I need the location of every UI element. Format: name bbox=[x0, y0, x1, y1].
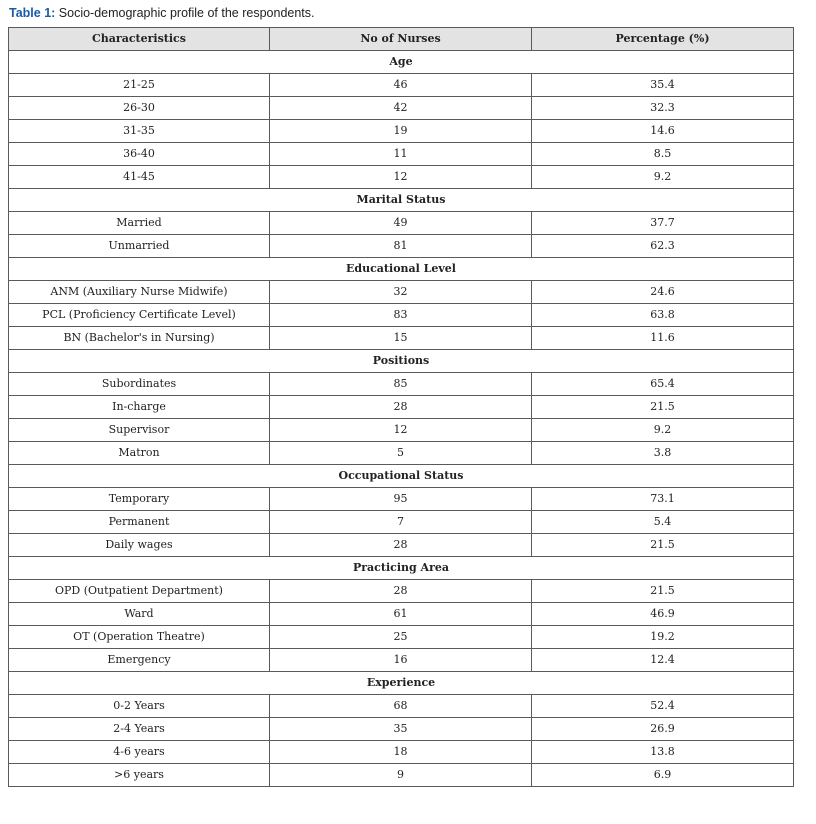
nurse-count-cell: 83 bbox=[270, 304, 532, 327]
table-row bbox=[9, 718, 794, 741]
characteristic-cell: ANM (Auxiliary Nurse Midwife) bbox=[9, 281, 270, 304]
nurse-count-cell: 19 bbox=[270, 120, 532, 143]
section-title: Marital Status bbox=[9, 189, 794, 212]
table-header bbox=[9, 28, 794, 51]
nurse-count-cell: 18 bbox=[270, 741, 532, 764]
nurse-count-cell: 16 bbox=[270, 649, 532, 672]
table-body bbox=[9, 51, 794, 787]
section-header-row bbox=[9, 672, 794, 695]
characteristic-cell: 0-2 Years bbox=[9, 695, 270, 718]
section-title: Experience bbox=[9, 672, 794, 695]
percentage-cell: 3.8 bbox=[532, 442, 794, 465]
section-title: Occupational Status bbox=[9, 465, 794, 488]
percentage-cell: 52.4 bbox=[532, 695, 794, 718]
table-caption bbox=[9, 6, 315, 20]
characteristic-cell: >6 years bbox=[9, 764, 270, 787]
table-row bbox=[9, 166, 794, 189]
table-row bbox=[9, 419, 794, 442]
percentage-cell: 21.5 bbox=[532, 534, 794, 557]
nurse-count-cell: 7 bbox=[270, 511, 532, 534]
table-row bbox=[9, 304, 794, 327]
characteristic-cell: 31-35 bbox=[9, 120, 270, 143]
table-row bbox=[9, 143, 794, 166]
table-row bbox=[9, 603, 794, 626]
nurse-count-cell: 61 bbox=[270, 603, 532, 626]
section-title: Educational Level bbox=[9, 258, 794, 281]
characteristic-cell: 41-45 bbox=[9, 166, 270, 189]
nurse-count-cell: 35 bbox=[270, 718, 532, 741]
characteristic-cell: Daily wages bbox=[9, 534, 270, 557]
table-row bbox=[9, 488, 794, 511]
table-caption-text: Socio-demographic profile of the respondents. bbox=[55, 6, 315, 20]
section-header-row bbox=[9, 51, 794, 74]
table-row bbox=[9, 212, 794, 235]
nurse-count-cell: 28 bbox=[270, 396, 532, 419]
percentage-cell: 5.4 bbox=[532, 511, 794, 534]
percentage-cell: 6.9 bbox=[532, 764, 794, 787]
characteristic-cell: In-charge bbox=[9, 396, 270, 419]
nurse-count-cell: 25 bbox=[270, 626, 532, 649]
table-row bbox=[9, 442, 794, 465]
percentage-cell: 46.9 bbox=[532, 603, 794, 626]
characteristic-cell: 21-25 bbox=[9, 74, 270, 97]
characteristic-cell: Unmarried bbox=[9, 235, 270, 258]
percentage-cell: 11.6 bbox=[532, 327, 794, 350]
percentage-cell: 21.5 bbox=[532, 580, 794, 603]
nurse-count-cell: 85 bbox=[270, 373, 532, 396]
characteristic-cell: Subordinates bbox=[9, 373, 270, 396]
nurse-count-cell: 32 bbox=[270, 281, 532, 304]
characteristic-cell: Married bbox=[9, 212, 270, 235]
table-row bbox=[9, 74, 794, 97]
section-header-row bbox=[9, 189, 794, 212]
characteristic-cell: Temporary bbox=[9, 488, 270, 511]
percentage-cell: 63.8 bbox=[532, 304, 794, 327]
percentage-cell: 65.4 bbox=[532, 373, 794, 396]
percentage-cell: 32.3 bbox=[532, 97, 794, 120]
table-row bbox=[9, 97, 794, 120]
nurse-count-cell: 28 bbox=[270, 580, 532, 603]
percentage-cell: 37.7 bbox=[532, 212, 794, 235]
header-no-of-nurses: No of Nurses bbox=[270, 28, 532, 51]
nurse-count-cell: 9 bbox=[270, 764, 532, 787]
section-header-row bbox=[9, 350, 794, 373]
percentage-cell: 35.4 bbox=[532, 74, 794, 97]
section-title: Age bbox=[9, 51, 794, 74]
characteristic-cell: Emergency bbox=[9, 649, 270, 672]
characteristic-cell: Permanent bbox=[9, 511, 270, 534]
nurse-count-cell: 68 bbox=[270, 695, 532, 718]
characteristic-cell: OPD (Outpatient Department) bbox=[9, 580, 270, 603]
percentage-cell: 21.5 bbox=[532, 396, 794, 419]
section-title: Practicing Area bbox=[9, 557, 794, 580]
percentage-cell: 8.5 bbox=[532, 143, 794, 166]
characteristic-cell: 36-40 bbox=[9, 143, 270, 166]
section-header-row bbox=[9, 465, 794, 488]
percentage-cell: 13.8 bbox=[532, 741, 794, 764]
nurse-count-cell: 15 bbox=[270, 327, 532, 350]
characteristic-cell: OT (Operation Theatre) bbox=[9, 626, 270, 649]
table-row bbox=[9, 373, 794, 396]
nurse-count-cell: 95 bbox=[270, 488, 532, 511]
nurse-count-cell: 11 bbox=[270, 143, 532, 166]
section-header-row bbox=[9, 258, 794, 281]
nurse-count-cell: 28 bbox=[270, 534, 532, 557]
characteristic-cell: 26-30 bbox=[9, 97, 270, 120]
characteristic-cell: Ward bbox=[9, 603, 270, 626]
nurse-count-cell: 12 bbox=[270, 419, 532, 442]
characteristic-cell: 2-4 Years bbox=[9, 718, 270, 741]
characteristic-cell: Matron bbox=[9, 442, 270, 465]
nurse-count-cell: 12 bbox=[270, 166, 532, 189]
table-row bbox=[9, 580, 794, 603]
percentage-cell: 9.2 bbox=[532, 419, 794, 442]
table-row bbox=[9, 741, 794, 764]
percentage-cell: 26.9 bbox=[532, 718, 794, 741]
table-row bbox=[9, 327, 794, 350]
characteristic-cell: Supervisor bbox=[9, 419, 270, 442]
percentage-cell: 73.1 bbox=[532, 488, 794, 511]
percentage-cell: 24.6 bbox=[532, 281, 794, 304]
nurse-count-cell: 5 bbox=[270, 442, 532, 465]
table-row bbox=[9, 534, 794, 557]
percentage-cell: 14.6 bbox=[532, 120, 794, 143]
characteristic-cell: PCL (Proficiency Certificate Level) bbox=[9, 304, 270, 327]
table-row bbox=[9, 235, 794, 258]
nurse-count-cell: 46 bbox=[270, 74, 532, 97]
table-row bbox=[9, 764, 794, 787]
nurse-count-cell: 81 bbox=[270, 235, 532, 258]
table-row bbox=[9, 511, 794, 534]
socio-demographic-table bbox=[8, 27, 794, 787]
table-row bbox=[9, 396, 794, 419]
section-header-row bbox=[9, 557, 794, 580]
percentage-cell: 9.2 bbox=[532, 166, 794, 189]
table-row bbox=[9, 649, 794, 672]
percentage-cell: 19.2 bbox=[532, 626, 794, 649]
table-row bbox=[9, 626, 794, 649]
nurse-count-cell: 42 bbox=[270, 97, 532, 120]
table-row bbox=[9, 120, 794, 143]
nurse-count-cell: 49 bbox=[270, 212, 532, 235]
section-title: Positions bbox=[9, 350, 794, 373]
table-caption-label: Table 1: bbox=[9, 6, 56, 20]
percentage-cell: 62.3 bbox=[532, 235, 794, 258]
header-percentage: Percentage (%) bbox=[532, 28, 794, 51]
table-row bbox=[9, 281, 794, 304]
characteristic-cell: BN (Bachelor's in Nursing) bbox=[9, 327, 270, 350]
header-row bbox=[9, 28, 794, 51]
table-row bbox=[9, 695, 794, 718]
header-characteristics: Characteristics bbox=[9, 28, 270, 51]
percentage-cell: 12.4 bbox=[532, 649, 794, 672]
characteristic-cell: 4-6 years bbox=[9, 741, 270, 764]
